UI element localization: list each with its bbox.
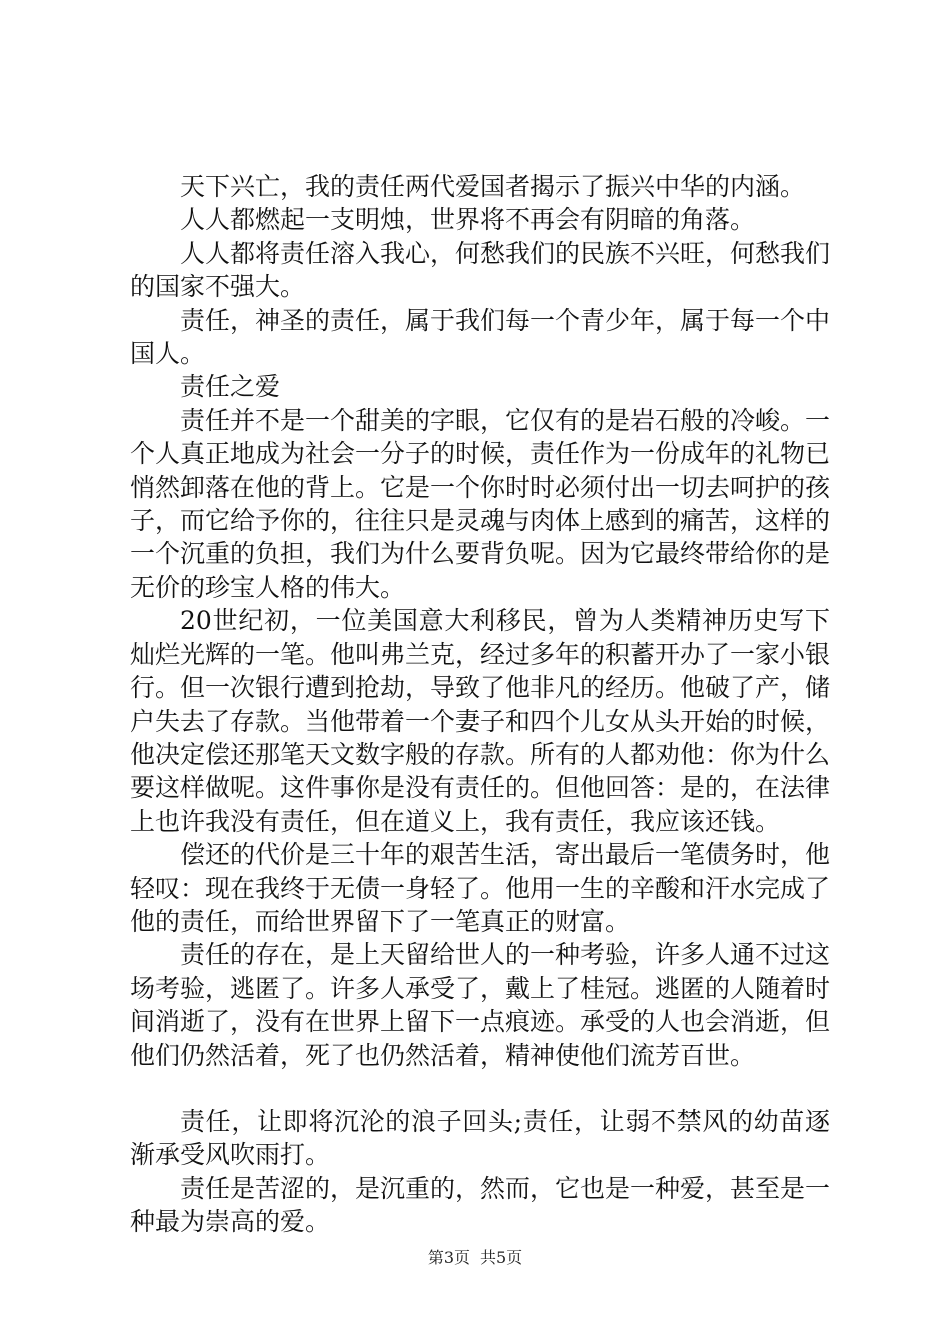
paragraph: 偿还的代价是三十年的艰苦生活，寄出最后一笔债务时，他轻叹：现在我终于无债一身轻了。他用一生的辛酸和汗水完成了他的责任，而给世界留下了一笔真正的财富。 [130,840,831,936]
paragraph: 责任并不是一个甜美的字眼，它仅有的是岩石般的冷峻。一个人真正地成为社会一分子的时候，责任作为一份成年的礼物已悄然卸落在他的背上。它是一个你时时必须付出一切去呵护的孩子，而它给予你的，往往只是灵魂与肉体上感到的痛苦，这样的一个沉重的负担，我们为什么要背负呢。因为它最终带给你的是无价的珍宝人格的伟大。 [130,405,831,602]
document-body [130,170,830,1239]
page-total: 共5页 [480,1248,523,1267]
page-number: 第3页 [427,1248,470,1267]
paragraph: 责任，神圣的责任，属于我们每一个青少年，属于每一个中国人。 [130,305,831,369]
page-footer [0,1245,950,1268]
paragraph: 责任是苦涩的，是沉重的，然而，它也是一种爱，甚至是一种最为崇高的爱。 [130,1173,831,1237]
paragraph: 责任的存在，是上天留给世人的一种考验，许多人通不过这场考验，逃匿了。许多人承受了，戴上了桂冠。逃匿的人随着时间消逝了，没有在世界上留下一点痕迹。承受的人也会消逝，但他们仍然活着，死了也仍然活着，精神使他们流芳百世。 [130,940,831,1070]
paragraph: 人人都将责任溶入我心，何愁我们的民族不兴旺，何愁我们的国家不强大。 [130,238,831,302]
paragraph: 天下兴亡，我的责任两代爱国者揭示了振兴中华的内涵。 [180,172,806,201]
paragraph: 人人都燃起一支明烛，世界将不再会有阴暗的角落。 [180,205,756,235]
section-heading: 责任之爱 [180,372,281,402]
paragraph: 责任，让即将沉沦的浪子回头;责任，让弱不禁风的幼苗逐渐承受风吹雨打。 [130,1106,830,1170]
paragraph: 20世纪初，一位美国意大利移民，曾为人类精神历史写下灿烂光辉的一笔。他叫弗兰克，经过多年的积蓄开办了一家小银行。但一次银行遭到抢劫，导致了他非凡的经历。他破了产，储户失去了存款。当他带着一个妻子和四个儿女从头开始的时候，他决定偿还那笔天文数字般的存款。所有的人都劝他：你为什么要这样做呢。这件事你是没有责任的。但他回答：是的，在法律上也许我没有责任，但在道义上，我有责任，我应该还钱。 [130,606,831,836]
